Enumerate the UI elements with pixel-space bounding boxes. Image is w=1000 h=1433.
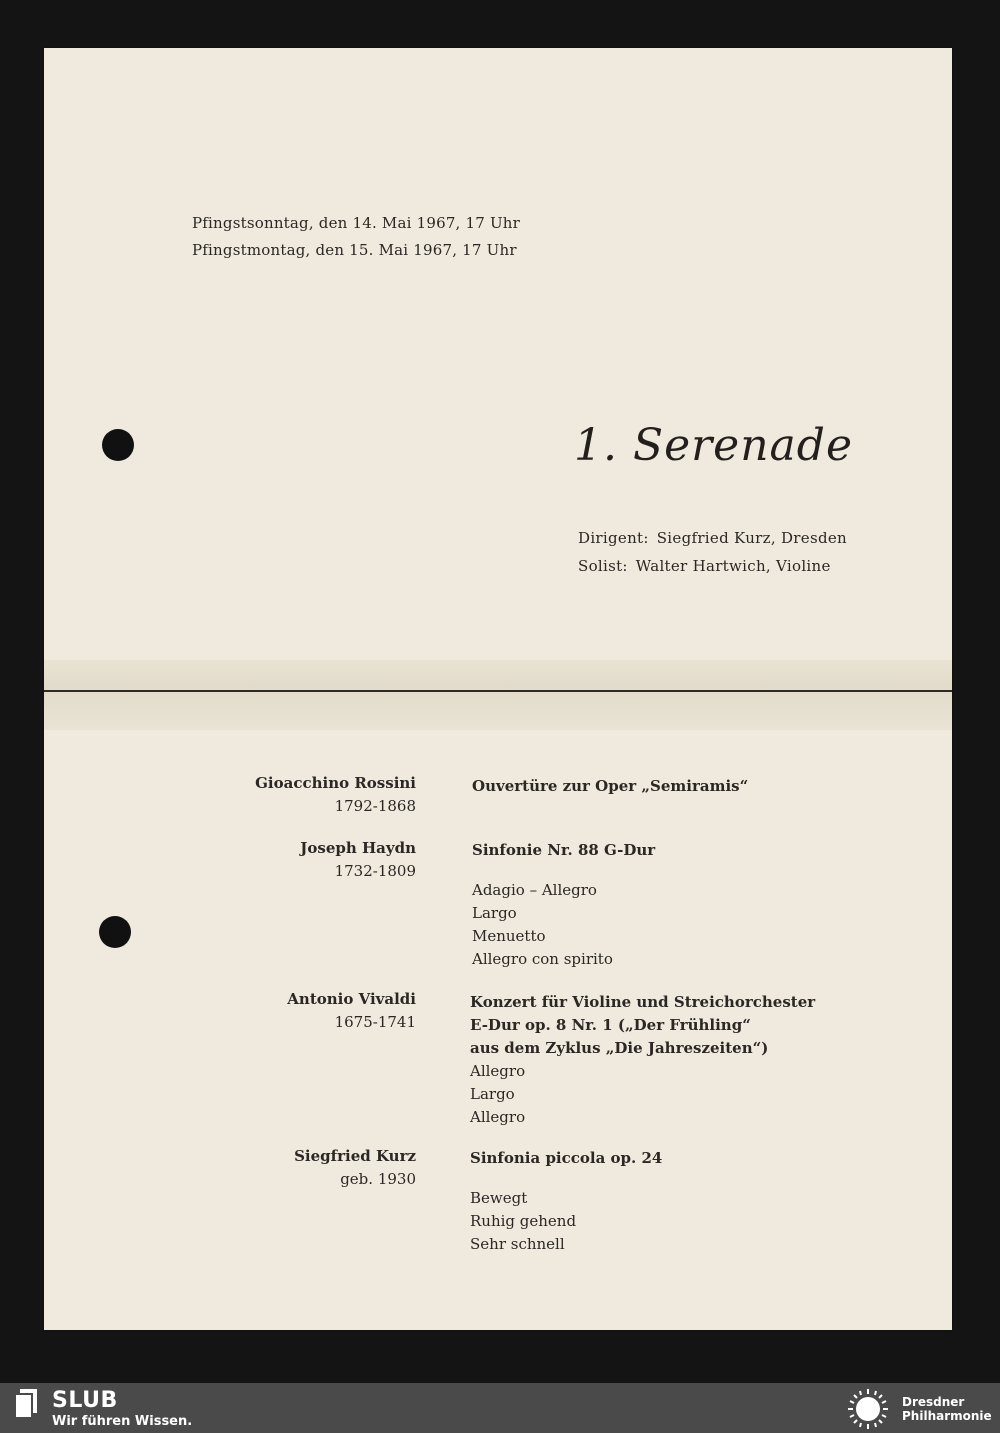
soloist-value: Walter Hartwich, Violine [635,557,831,575]
work-block [472,839,655,971]
philharmonie-logo-name [902,1395,992,1423]
footer-bar [0,1383,1000,1433]
movement: Allegro [470,1108,526,1126]
work-title: Sinfonia piccola op. 24 [470,1149,663,1167]
composer-name: Joseph Haydn [300,839,416,857]
fold-crease [44,660,952,730]
work-block [470,1147,662,1256]
punch-hole-top [102,429,134,461]
fold-line [44,690,952,692]
philharmonie-name-line2: Philharmonie [902,1409,992,1423]
concert-title: 1. Serenade [574,420,853,471]
movement: Adagio – Allegro [472,881,597,899]
movement: Largo [472,904,517,922]
composer-name: Siegfried Kurz [294,1147,416,1165]
composer-name: Gioacchino Rossini [255,774,416,792]
philharmonie-name-line1: Dresdner [902,1395,965,1409]
movement: Allegro con spirito [472,950,613,968]
slub-tagline: Wir führen Wissen. [52,1414,193,1429]
composer-years: 1675-1741 [334,1013,416,1031]
movement: Allegro [470,1062,526,1080]
slub-logo-name: SLUB [52,1388,118,1413]
date-line: Pfingstmontag, den 15. Mai 1967, 17 Uhr [192,241,517,259]
movement: Menuetto [472,927,546,945]
composer-block [300,837,416,883]
composer-years: 1732-1809 [334,862,416,880]
movement: Ruhig gehend [470,1212,577,1230]
credits [578,524,847,580]
work-title: E-Dur op. 8 Nr. 1 („Der Frühling“ [470,1016,751,1034]
slub-logo-icon [13,1389,39,1419]
concert-dates [192,210,520,264]
movement: Bewegt [470,1189,528,1207]
conductor-value: Siegfried Kurz, Dresden [656,529,847,547]
work-title: aus dem Zyklus „Die Jahreszeiten“) [470,1039,769,1057]
work-title: Konzert für Violine und Streichorchester [470,993,816,1011]
soloist-label: Solist: [578,557,628,575]
conductor-label: Dirigent: [578,529,649,547]
composer-block [255,772,416,818]
movement: Largo [470,1085,515,1103]
conductor-line [578,524,847,552]
punch-hole-bottom [99,916,131,948]
date-line: Pfingstsonntag, den 14. Mai 1967, 17 Uhr [192,214,521,232]
composer-years: 1792-1868 [334,797,416,815]
work-block [472,775,748,798]
composer-block [287,988,416,1034]
work-title: Sinfonie Nr. 88 G-Dur [472,841,656,859]
work-block [470,991,815,1129]
work-title: Ouvertüre zur Oper „Semiramis“ [472,777,749,795]
composer-years: geb. 1930 [340,1170,416,1188]
philharmonie-logo-icon [842,1387,894,1431]
composer-block [294,1145,416,1191]
movement: Sehr schnell [470,1235,565,1253]
composer-name: Antonio Vivaldi [287,990,416,1008]
soloist-line [578,552,847,580]
